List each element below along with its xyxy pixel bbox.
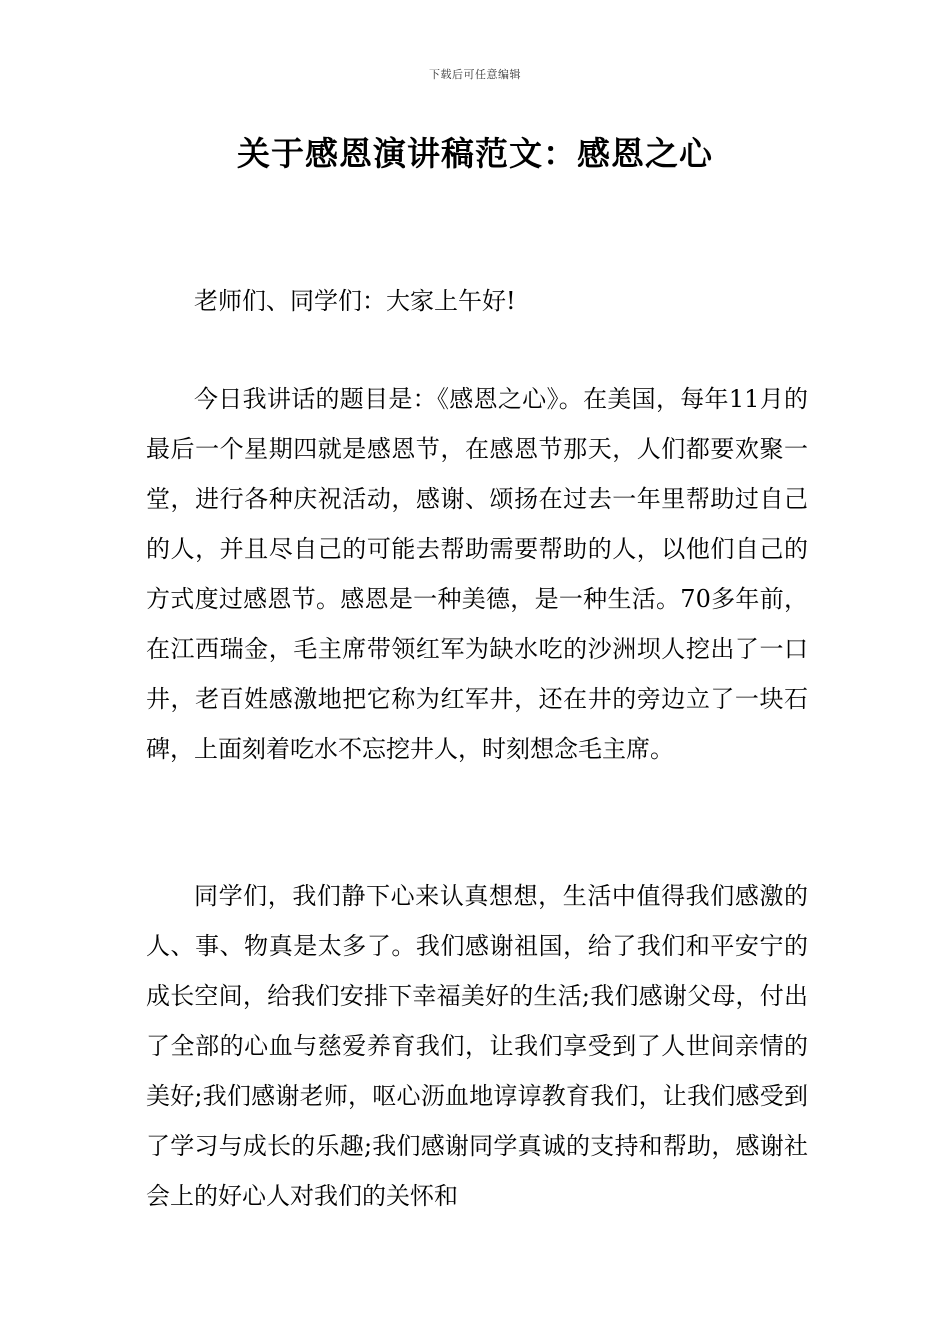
body-paragraph-thanksgiving: 今日我讲话的题目是：《感恩之心》。在美国，每年11月的最后一个星期四就是感恩节，在感恩节那天，人们都要欢聚一堂，进行各种庆祝活动，感谢、颂扬在过去一年里帮助过自己的人，并且尽自己的可能去帮助需要帮助的人，以他们自己的方式度过感恩节。感恩是一种美德，是一种生活。70多年前，在江西瑞金，毛主席带领红军为缺水吃的沙洲坝人挖出了一口井，老百姓感激地把它称为红军井，还在井的旁边立了一块石碑，上面刻着吃水不忘挖井人，时刻想念毛主席。 <box>146 385 808 763</box>
greeting-paragraph: 老师们、同学们：大家上午好! <box>194 287 516 315</box>
header-note: 下载后可任意编辑 <box>429 68 521 81</box>
document-title: 关于感恩演讲稿范文：感恩之心 <box>237 134 713 173</box>
body-paragraph-gratitude: 同学们，我们静下心来认真想想，生活中值得我们感激的人、事、物真是太多了。我们感谢祖国，给了我们和平安宁的成长空间，给我们安排下幸福美好的生活;我们感谢父母，付出了全部的心血与慈爱养育我们，让我们享受到了人世间亲情的美好;我们感谢老师，呕心沥血地谆谆教育我们，让我们感受到了学习与成长的乐趣;我们感谢同学真诚的支持和帮助，感谢社会上的好心人对我们的关怀和 <box>146 882 808 1210</box>
